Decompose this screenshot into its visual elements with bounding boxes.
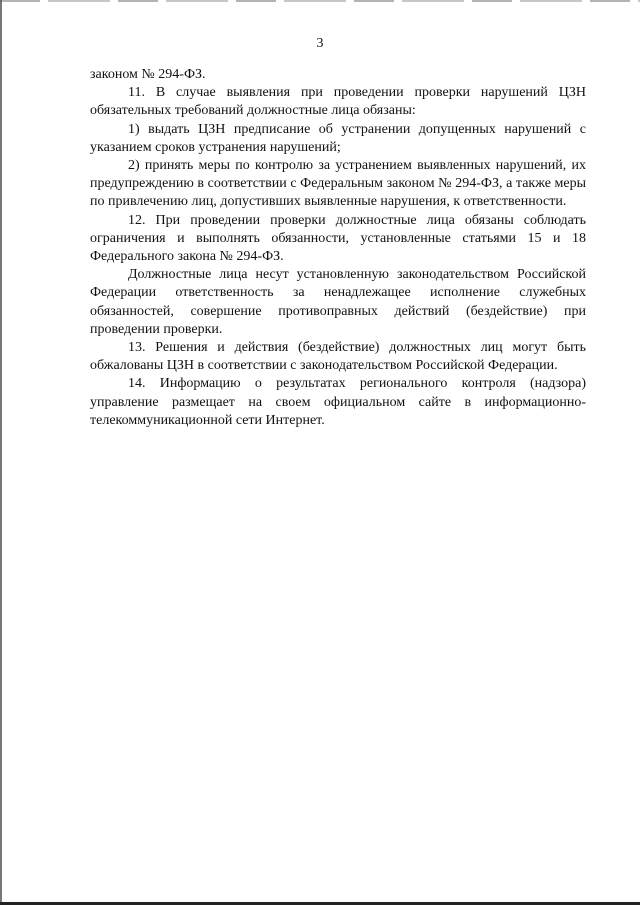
page-number: 3	[316, 36, 324, 51]
scan-edge-top	[0, 0, 640, 2]
paragraph-responsibility: Должностные лица несут установленную законодательством Российской Федерации ответственность за ненадлежащее исполнение служебных обязанностей, совершение противоправных действий (бездействие) при проведении проверки.	[90, 267, 586, 337]
paragraph-item-14: 14. Информацию о результатах регионального контроля (надзора) управление размещает на своем официальном сайте в информационно-телекоммуникационной сети Интернет.	[90, 376, 586, 428]
paragraph-subitem-1: 1) выдать ЦЗН предписание об устранении допущенных нарушений с указанием сроков устранения нарушений;	[90, 121, 586, 155]
paragraph-item-11: 11. В случае выявления при проведении проверки нарушений ЦЗН обязательных требований должностные лица обязаны:	[90, 85, 586, 119]
paragraph-subitem-2: 2) принять меры по контролю за устранением выявленных нарушений, их предупреждению в соответствии с Федеральным законом № 294-ФЗ, а также меры по привлечению лиц, допустивших выявленные нарушения, к ответственности.	[90, 158, 586, 210]
paragraph-item-12: 12. При проведении проверки должностные лица обязаны соблюдать ограничения и выполнять обязанности, установленные статьями 15 и 18 Федерального закона № 294-ФЗ.	[90, 212, 586, 265]
paragraph-item-13: 13. Решения и действия (бездействие) должностных лиц могут быть обжалованы ЦЗН в соответствии с законодательством Российской Федерации.	[90, 340, 586, 374]
scan-edge-left	[0, 0, 2, 905]
paragraph-continuation: законом № 294-ФЗ.	[90, 67, 206, 82]
document-body	[90, 66, 586, 430]
